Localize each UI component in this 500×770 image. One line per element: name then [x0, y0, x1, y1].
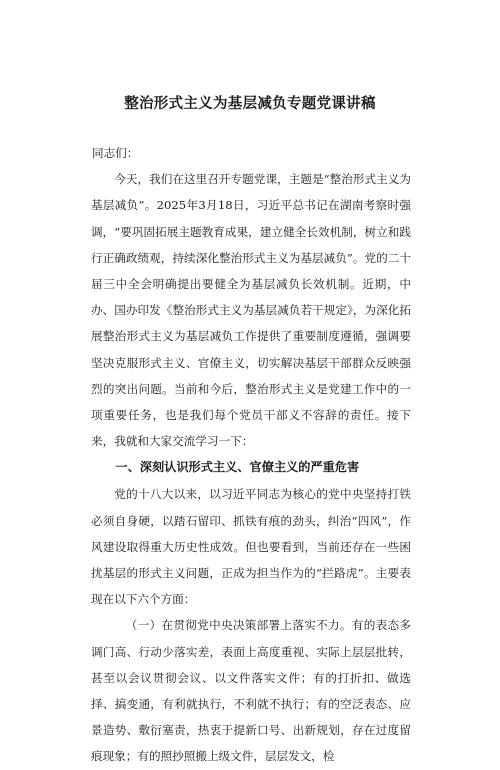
salutation: 同志们：	[92, 146, 139, 160]
intro-paragraph: 今天，我们在这里召开专题党课，主题是“整治形式主义为基层减负”。2025年3月18日，习近平总书记在湖南考察时强调，“要巩固拓展主题教育成果，建立健全长效机制，树立和践行正确政绩观，持续深化整治形式主义为基层减负”。党的二十届三中全会明确提出要健全为基层减负长效机制。近期，中办、国办印发《整治形式主义为基层减负若干规定》，为深化拓展整治形式主义为基层减负工作提供了重要制度遵循，强调要坚决克服形式主义、官僚主义，切实解决基层干部群众反映强烈的突出问题。当前和今后，整治形式主义是党建工作中的一项重要任务，也是我们每个党员干部义不容辞的责任。接下来，我就和大家交流学习一下：	[91, 172, 411, 449]
section-heading: 一、深刻认识形式主义、官僚主义的严重危害	[115, 460, 360, 475]
document-body	[91, 140, 411, 770]
list-item-paragraph: （一）在贯彻党中央决策部署上落实不力。有的表态多调门高、行动少落实差，表面上高度重视、实际上层层批转，甚至以会议贯彻会议、以文件落实文件；有的打折扣、做选择、搞变通，有利就执行，不利就不执行；有的空泛表态、应景造势、敷衍塞责，热衷于提新口号、出新规划，存在过度留痕现象；有的照抄照搬上级文件，层层发文，检	[91, 618, 411, 764]
document-title: 整治形式主义为基层减负专题党课讲稿	[124, 96, 376, 112]
section-body-paragraph: 党的十八大以来，以习近平同志为核心的党中央坚持打铁必须自身硬，以踏石留印、抓铁有痕的劲头，纠治“四风”，作风建设取得重大历史性成效。但也要看到，当前还存在一些困扰基层的形式主义问题，正成为担当作为的“拦路虎”。主要表现在以下六个方面：	[91, 487, 411, 607]
